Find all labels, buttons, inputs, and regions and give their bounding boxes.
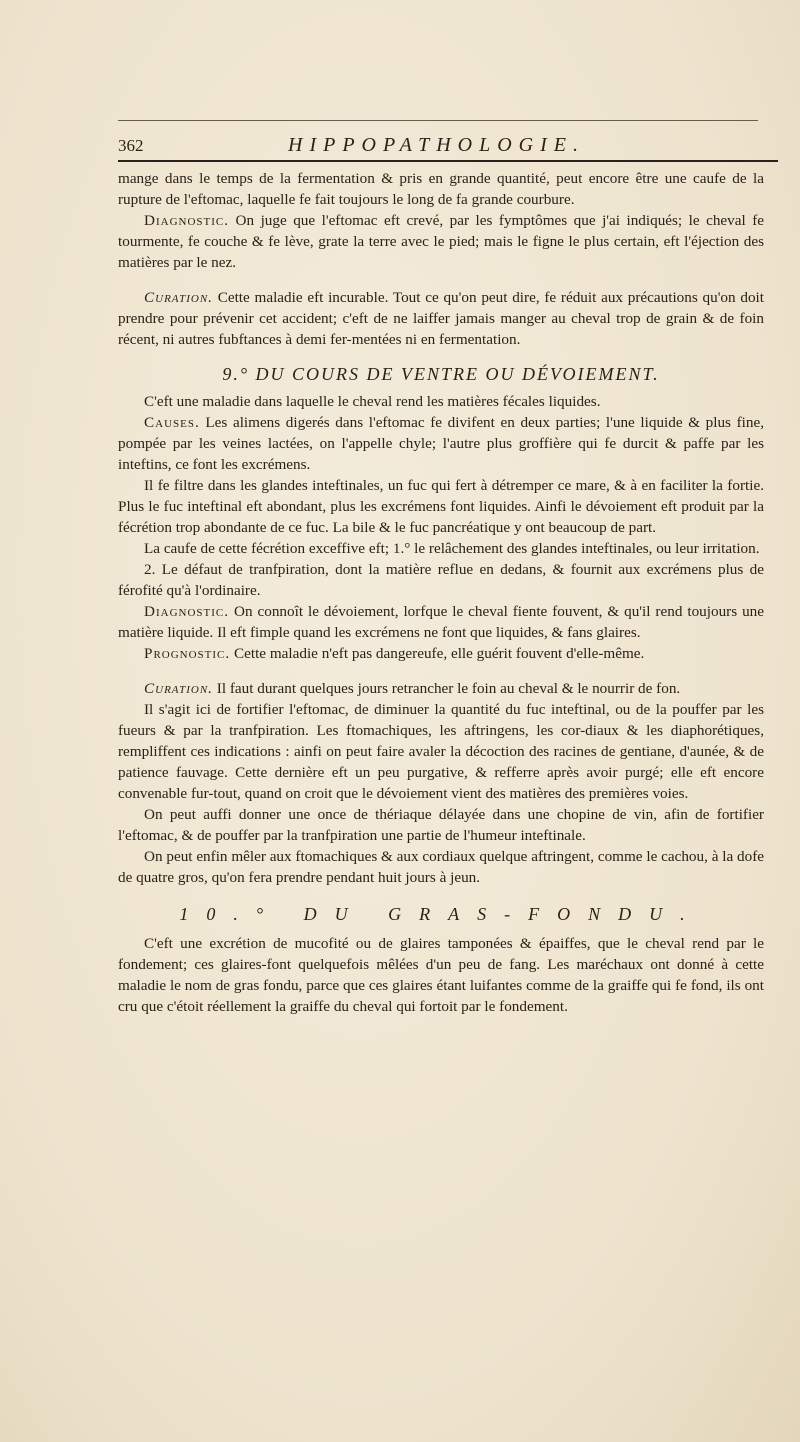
paragraph: C'eft une excrétion de mucofité ou de glaires tamponées & épaiffes, que le cheval rend par le fondement; ces glaires-font quelquefois mêlées d'un peu de fang. Les maréchaux ont donné à cette maladie le nom de gras fondu, parce que ces glaires étant luifantes comme de la graiffe qui fe fond, ils ont cru que c'étoit réellement la graiffe du cheval qui fortoit par le fondement. — [118, 935, 764, 1015]
paragraph-text: Les alimens digerés dans l'eftomac fe divifent en deux parties; l'une liquide & plus fine, pompée par les veines lactées, on l'appelle chyle; l'autre plus groffière qui fe durcit & paffe par les inteftins, ce font les excrémens. — [118, 414, 764, 473]
page-body — [118, 168, 764, 1017]
paragraph: On peut enfin mêler aux ftomachiques & aux cordiaux quelque aftringent, comme le cachou, à la dofe de quatre gros, qu'on fera prendre pendant huit jours à jeun. — [118, 848, 764, 886]
running-title: HIPPOPATHOLOGIE. — [288, 134, 585, 156]
rubric-label: Diagnostic. — [144, 212, 230, 229]
paragraph: mange dans le temps de la fermentation & pris en grande quantité, peut encore être une caufe de la rupture de l'eftomac, laquelle fe fait toujours le long de fa grande courbure. — [118, 170, 764, 208]
section-heading: 10.° DU GRAS-FONDU. — [179, 904, 703, 924]
paragraph-text: On juge que l'eftomac eft crevé, par les fymptômes que j'ai indiqués; le cheval fe tourmente, fe couche & fe lève, grate la terre avec le pied; mais le figne le plus certain, eft l'éjection des matières par le nez. — [118, 212, 764, 271]
paragraph-text: On connoît le dévoiement, lorfque le cheval fiente fouvent, & qu'il rend toujours une matière liquide. Il eft fimple quand les excrémens ne font que liquides, & fans glaires. — [118, 603, 764, 641]
paragraph-text: Il faut durant quelques jours retrancher le foin au cheval & le nourrir de fon. — [212, 680, 681, 697]
paragraph: 2. Le défaut de tranfpiration, dont la matière reflue en dedans, & fournit aux excrémens plus de férofité qu'à l'ordinaire. — [118, 561, 764, 599]
paragraph: La caufe de cette fécrétion exceffive eft; 1.° le relâchement des glandes inteftinales, ou leur irritation. — [144, 540, 760, 557]
header-bottom-rule — [118, 160, 778, 162]
paragraph-text: Cette maladie eft incurable. Tout ce qu'on peut dire, fe réduit aux précautions qu'on doit prendre pour prévenir cet accident; c'eft de ne laiffer jamais manger au cheval trop de grain & de foin récent, ni autres fubftances à demi fer-mentées ni en fermentation. — [118, 289, 764, 348]
paragraph: C'eft une maladie dans laquelle le cheval rend les matières fécales liquides. — [144, 393, 601, 410]
rubric-label: Curation. — [144, 289, 213, 306]
paragraph: On peut auffi donner une once de thériaque délayée dans une chopine de vin, afin de fortifier l'eftomac, & de pouffer par la tranfpiration une partie de l'humeur inteftinale. — [118, 806, 764, 844]
paragraph: Il fe filtre dans les glandes inteftinales, un fuc qui fert à détremper ce mare, & à en faciliter la fortie. Plus le fuc inteftinal eft abondant, plus les excrémens font liquides. Ainfi le dévoiement eft produit par la fécrétion trop abondante de ce fuc. La bile & le fuc pancréatique y ont beaucoup de part. — [118, 477, 764, 536]
paragraph — [118, 601, 764, 643]
page-header — [118, 136, 778, 162]
paragraph — [118, 210, 764, 273]
page-number: 362 — [118, 136, 144, 155]
rubric-label: Curation. — [144, 680, 213, 697]
rubric-label: Prognostic. — [144, 645, 231, 662]
paragraph: Il s'agit ici de fortifier l'eftomac, de diminuer la quantité du fuc inteftinal, ou de la pouffer par les fueurs & par la tranfpiration. Les ftomachiques, les aftringens, les cor-diaux & les diaphorétiques, rempliffent ces indications : ainfi on peut faire avaler la décoction des racines de gentiane, d'aunée, & de patience fauvage. Cette dernière eft un peu purgative, & refferre après avoir purgé; elle eft encore convenable fur-tout, quand on croit que le dévoiement vient des matières des premières voies. — [118, 701, 764, 802]
header-top-rule — [118, 120, 758, 121]
paragraph-text: Cette maladie n'eft pas dangereufe, elle guérit fouvent d'elle-même. — [230, 645, 645, 662]
paragraph — [118, 412, 764, 475]
paragraph — [118, 678, 764, 699]
paragraph — [118, 287, 764, 350]
section-heading: 9.° DU COURS DE VENTRE OU DÉVOIEMENT. — [222, 364, 660, 384]
rubric-label: Diagnostic. — [144, 603, 230, 620]
paragraph — [118, 643, 764, 664]
rubric-label: Causes. — [144, 414, 200, 431]
